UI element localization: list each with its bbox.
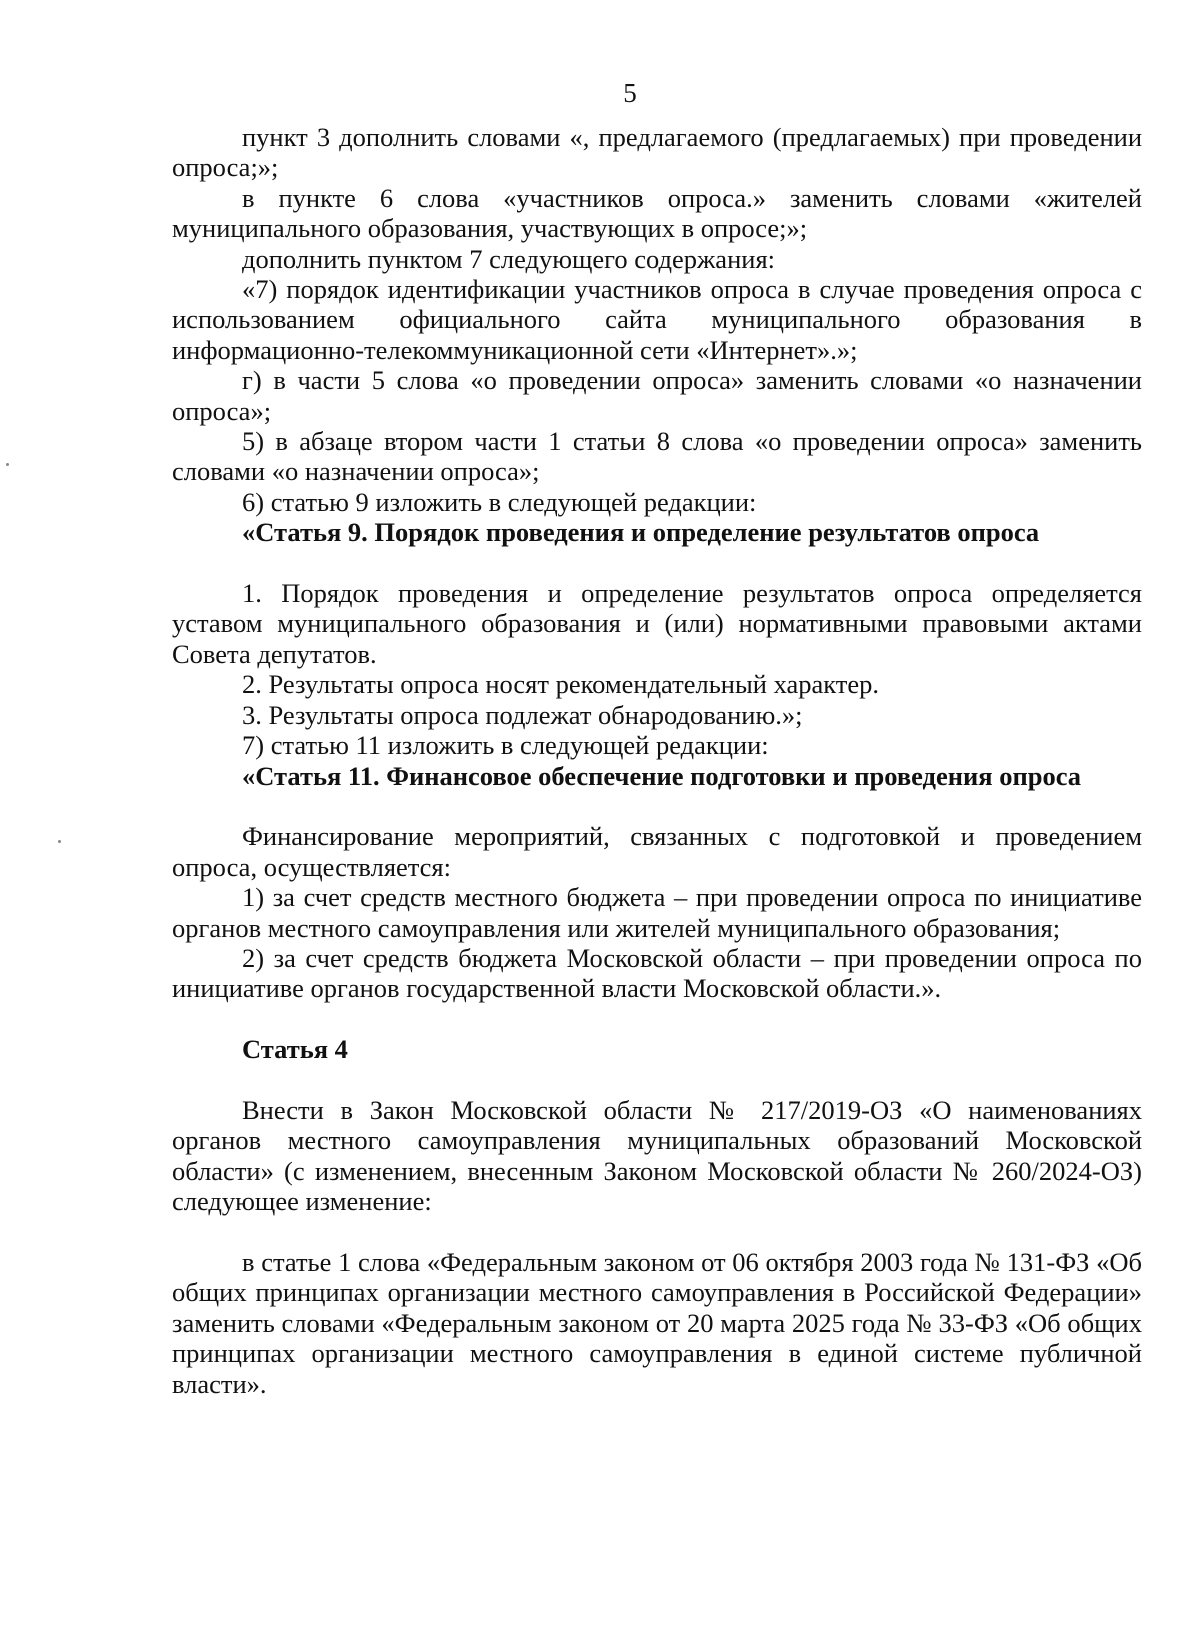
page-number: 5 — [623, 78, 637, 108]
paragraph-article-8-amendment: 5) в абзаце втором части 1 статьи 8 слова «о проведении опроса» заменить словами «о назначении опроса»; — [172, 426, 1142, 487]
paragraph-financing: Финансирование мероприятий, связанных с подготовкой и проведением опроса, осуществляется: — [172, 821, 1142, 882]
heading-article-11: «Статья 11. Финансовое обеспечение подготовки и проведения опроса — [242, 760, 1082, 791]
document-body — [172, 122, 1142, 1399]
heading-statya-4: Статья 4 — [242, 1034, 348, 1065]
paragraph-statya-4-intro: Внести в Закон Московской области № 217/2019-ОЗ «О наименованиях органов местного самоуправления муниципальных образований Московской области» (с изменением, внесенным Законом Московской области № 260/2024-ОЗ) следующее изменение: — [172, 1094, 1142, 1217]
paragraph-part-5-amendment: г) в части 5 слова «о проведении опроса» заменить словами «о назначении опроса»; — [172, 365, 1142, 426]
paragraph-article-9-intro: 6) статью 9 изложить в следующей редакции: — [242, 486, 757, 517]
scan-dot — [58, 840, 61, 843]
paragraph-statya-4-change: в статье 1 слова «Федеральным законом от 06 октября 2003 года № 131-ФЗ «Об общих принципах организации местного самоуправления в Российской Федерации» заменить словами «Федеральным законом от 20 марта 2025 года № 33-ФЗ «Об общих принципах организации местного самоуправления в единой системе публичной власти». — [172, 1246, 1142, 1399]
paragraph-article-9-point-1: 1. Порядок проведения и определение результатов опроса определяется уставом муниципального образования и (или) нормативными правовыми актами Совета депутатов. — [172, 578, 1142, 669]
paragraph-item-7-text: «7) порядок идентификации участников опроса в случае проведения опроса с использованием официального сайта муниципального образования в информационно-телекоммуникационной сети «Интернет».»; — [172, 274, 1142, 365]
paragraph-item-6-amendment: в пункте 6 слова «участников опроса.» заменить словами «жителей муниципального образования, участвующих в опросе;»; — [172, 182, 1142, 244]
paragraph-article-11-intro: 7) статью 11 изложить в следующей редакции: — [242, 730, 769, 761]
paragraph-financing-point-1: 1) за счет средств местного бюджета – при проведении опроса по инициативе органов местного самоуправления или жителей муниципального образования; — [172, 882, 1142, 943]
paragraph-article-9-point-3: 3. Результаты опроса подлежат обнародованию.»; — [242, 699, 803, 730]
paragraph-financing-point-2: 2) за счет средств бюджета Московской области – при проведении опроса по инициативе органов государственной власти Московской области.». — [172, 942, 1142, 1004]
scan-dot — [6, 463, 9, 466]
paragraph-add-item-7: дополнить пунктом 7 следующего содержания: — [242, 243, 775, 274]
paragraph-article-9-point-2: 2. Результаты опроса носят рекомендательный характер. — [242, 669, 879, 700]
paragraph-item-3-amendment: пункт 3 дополнить словами «, предлагаемого (предлагаемых) при проведении опроса;»; — [172, 122, 1142, 183]
heading-article-9: «Статья 9. Порядок проведения и определение результатов опроса — [242, 517, 1040, 548]
